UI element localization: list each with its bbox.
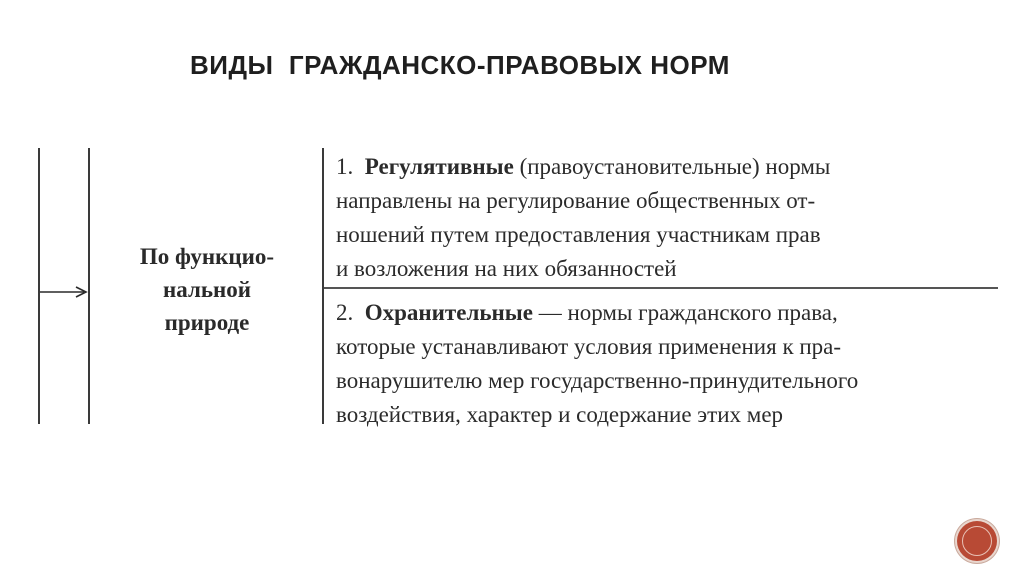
item-text-line: которые устанавливают условия применения к пра- [336,334,842,359]
slide-nav-button[interactable] [957,521,997,561]
page-title: ВИДЫ ГРАЖДАНСКО-ПРАВОВЫХ НОРМ [190,50,730,80]
item-text-line: воздействия, характер и содержание этих мер [336,402,784,427]
item-text-line: ношений путем предоставления участникам прав [336,222,821,247]
item-term: Охранительные [364,300,533,325]
item-protective [336,296,996,432]
item-number: 1. [336,154,354,179]
item-text-line: и возложения на них обязанностей [336,256,677,281]
item-text: (правоустановительные) нормы [513,154,831,179]
item-text-line: направлены на регулирование общественных от- [336,188,816,213]
right-vertical-line [322,148,324,424]
right-arrow-icon [40,284,90,300]
item-text-line: вонарушителю мер государственно-принудительного [336,368,859,393]
item-regulative [336,150,996,286]
item-term: Регулятивные [364,154,514,179]
item-first-line [336,150,996,184]
item-number: 2. [336,300,354,325]
item-first-line [336,296,996,330]
item-text: — нормы гражданского права, [532,300,838,325]
item-separator [324,287,998,289]
category-line: нальной [162,277,252,302]
category-line: По функцио- [139,244,275,269]
category-line: природе [164,310,250,335]
category-label [112,240,302,339]
circle-nav-icon [962,526,992,556]
